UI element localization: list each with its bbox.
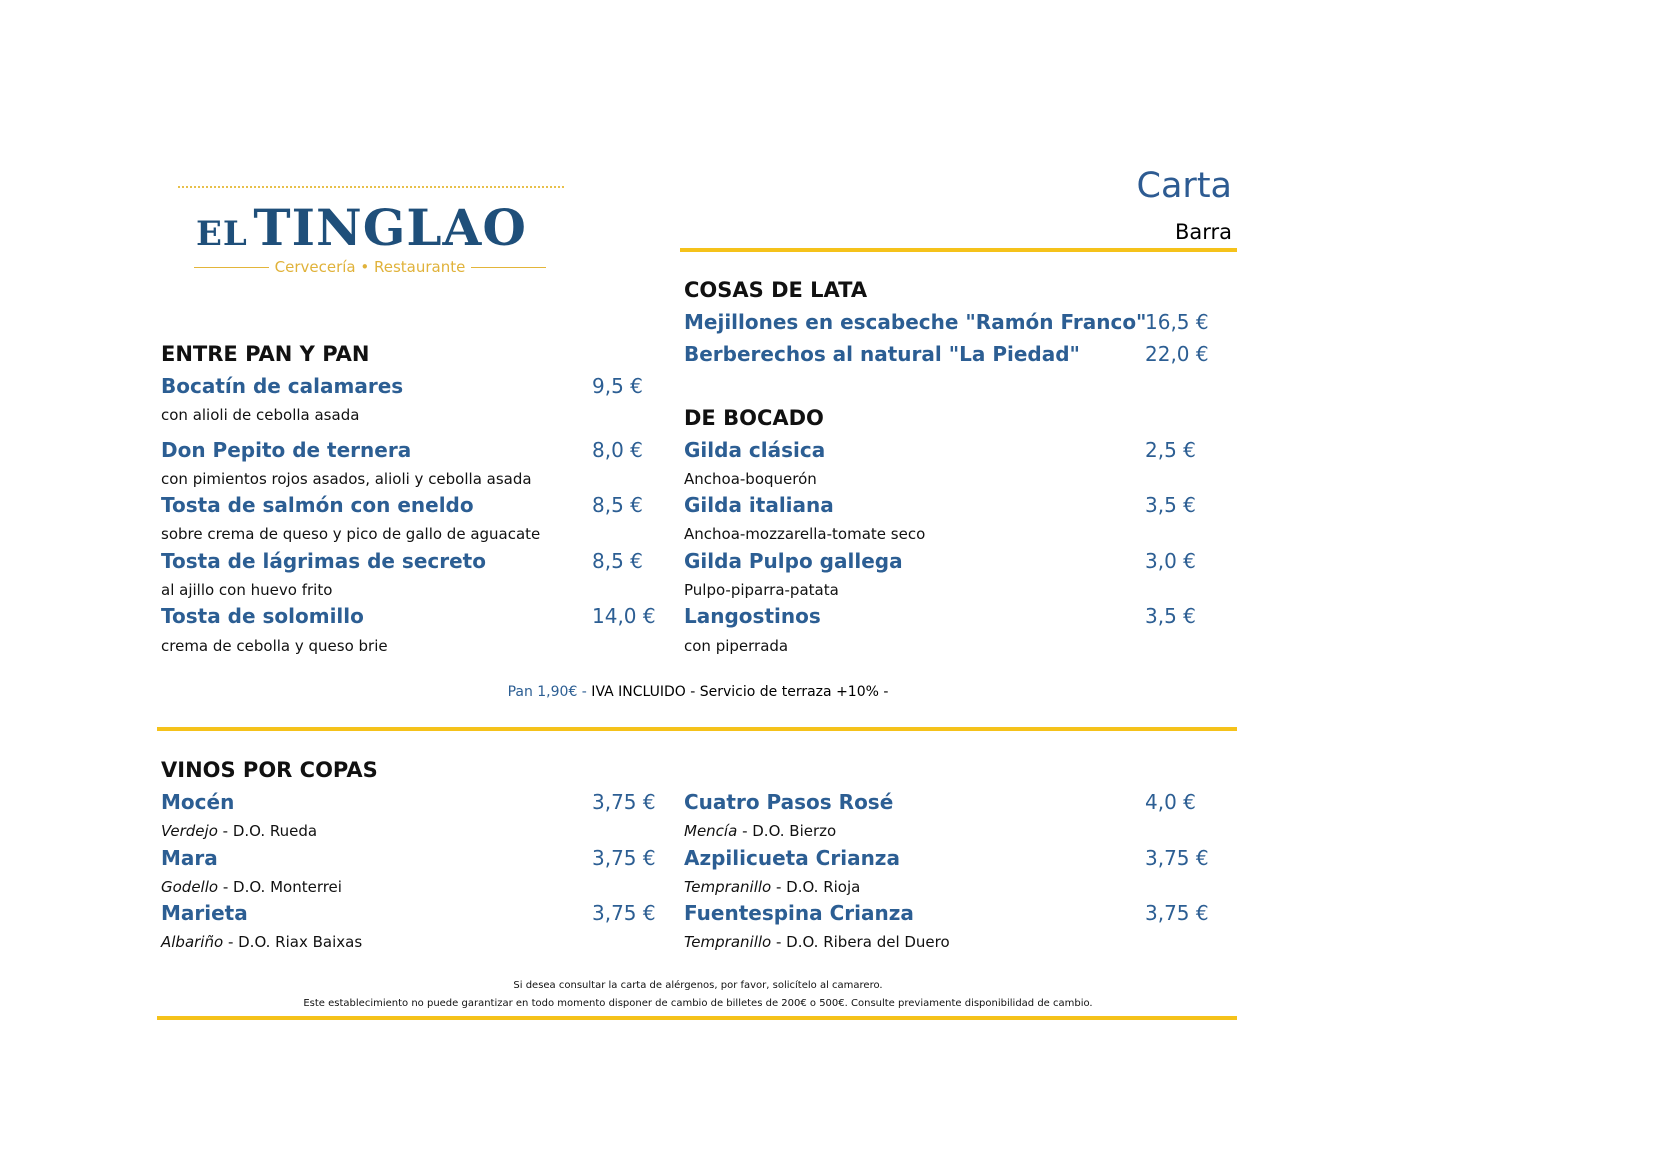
wine-price: 4,0 €	[1145, 790, 1196, 814]
menu-item-price: 3,0 €	[1145, 549, 1196, 573]
wine-name: Mara	[161, 846, 218, 870]
footer-rule	[157, 1016, 1237, 1020]
section-heading-cosas-de-lata: COSAS DE LATA	[684, 278, 868, 302]
menu-item-name: Bocatín de calamares	[161, 374, 404, 398]
menu-item-price: 2,5 €	[1145, 438, 1196, 462]
wine-name: Mocén	[161, 790, 235, 814]
wine-price: 3,75 €	[592, 901, 656, 925]
wine-grape: Tempranillo	[684, 878, 772, 896]
wine-description	[161, 822, 317, 840]
change-note: Este establecimiento no puede garantizar en todo momento disponer de cambio de billetes de 200€ o 500€. Consulte previamente disponibilidad de cambio.	[303, 998, 1093, 1009]
logo-right-line	[471, 267, 546, 268]
menu-item-name: Langostinos	[684, 604, 821, 628]
wine-name: Marieta	[161, 901, 248, 925]
menu-item-description: con piperrada	[684, 637, 789, 655]
menu-item-price: 9,5 €	[592, 374, 643, 398]
section-heading-de-bocado: DE BOCADO	[684, 406, 824, 430]
menu-item-price: 14,0 €	[592, 604, 656, 628]
logo-subtitle-row	[194, 258, 546, 276]
wine-price: 3,75 €	[1145, 846, 1209, 870]
menu-item-name: Tosta de solomillo	[161, 604, 364, 628]
menu-item-description: al ajillo con huevo frito	[161, 581, 333, 599]
menu-item-description: Anchoa-boquerón	[684, 470, 817, 488]
menu-item-name: Don Pepito de ternera	[161, 438, 412, 462]
tax-service-note: IVA INCLUIDO - Servicio de terraza +10% -	[586, 684, 889, 700]
wine-name: Fuentespina Crianza	[684, 901, 914, 925]
wine-origin: - D.O. Ribera del Duero	[771, 933, 950, 951]
section-heading-entre-pan: ENTRE PAN Y PAN	[161, 342, 370, 366]
allergen-note: Si desea consultar la carta de alérgenos, por favor, solicítelo al camarero.	[513, 980, 883, 991]
menu-item-description: con pimientos rojos asados, alioli y cebolla asada	[161, 470, 532, 488]
section-divider-rule	[157, 727, 1237, 731]
price-note	[0, 684, 1396, 700]
menu-item-description: Anchoa-mozzarella-tomate seco	[684, 525, 926, 543]
wine-origin: - D.O. Riax Baixas	[223, 933, 363, 951]
wine-price: 3,75 €	[592, 790, 656, 814]
wine-price: 3,75 €	[592, 846, 656, 870]
menu-item-description: sobre crema de queso y pico de gallo de aguacate	[161, 525, 541, 543]
menu-item-name: Tosta de salmón con eneldo	[161, 493, 474, 517]
restaurant-logo	[196, 198, 527, 257]
logo-left-line	[194, 267, 269, 268]
bread-price-note: Pan 1,90€ -	[507, 684, 587, 700]
wine-name: Azpilicueta Crianza	[684, 846, 900, 870]
menu-item-description: crema de cebolla y queso brie	[161, 637, 388, 655]
wine-origin: - D.O. Monterrei	[218, 878, 342, 896]
logo-subtitle: Cervecería • Restaurante	[274, 258, 466, 276]
menu-item-price: 3,5 €	[1145, 604, 1196, 628]
section-heading-vinos: VINOS POR COPAS	[161, 758, 378, 782]
menu-item-name: Gilda Pulpo gallega	[684, 549, 903, 573]
wine-origin: - D.O. Rueda	[217, 822, 318, 840]
wine-description	[161, 933, 362, 951]
menu-item-price: 8,0 €	[592, 438, 643, 462]
menu-item-price: 3,5 €	[1145, 493, 1196, 517]
menu-item-price: 8,5 €	[592, 549, 643, 573]
menu-item-description: con alioli de cebolla asada	[161, 406, 360, 424]
wine-grape: Mencía	[684, 822, 738, 840]
wine-description	[684, 878, 860, 896]
menu-item-price: 16,5 €	[1145, 310, 1209, 334]
wine-origin: - D.O. Bierzo	[737, 822, 837, 840]
wine-price: 3,75 €	[1145, 901, 1209, 925]
menu-item-name: Mejillones en escabeche "Ramón Franco"	[684, 310, 1147, 334]
wine-description	[684, 822, 836, 840]
wine-origin: - D.O. Rioja	[771, 878, 861, 896]
header-rule	[680, 248, 1237, 252]
logo-name: TINGLAO	[253, 198, 527, 257]
wine-grape: Verdejo	[161, 822, 218, 840]
wine-description	[161, 878, 342, 896]
menu-item-name: Gilda italiana	[684, 493, 834, 517]
menu-item-name: Gilda clásica	[684, 438, 826, 462]
menu-item-description: Pulpo-piparra-patata	[684, 581, 839, 599]
logo-el: EL	[196, 214, 248, 254]
page-title: Carta	[1136, 166, 1232, 206]
page-subtitle: Barra	[1174, 220, 1232, 244]
logo-dotted-rule	[178, 186, 564, 188]
wine-grape: Albariño	[161, 933, 224, 951]
wine-grape: Tempranillo	[684, 933, 772, 951]
menu-item-name: Berberechos al natural "La Piedad"	[684, 342, 1080, 366]
menu-item-name: Tosta de lágrimas de secreto	[161, 549, 486, 573]
wine-grape: Godello	[161, 878, 219, 896]
wine-name: Cuatro Pasos Rosé	[684, 790, 894, 814]
wine-description	[684, 933, 950, 951]
menu-item-price: 22,0 €	[1145, 342, 1209, 366]
menu-item-price: 8,5 €	[592, 493, 643, 517]
